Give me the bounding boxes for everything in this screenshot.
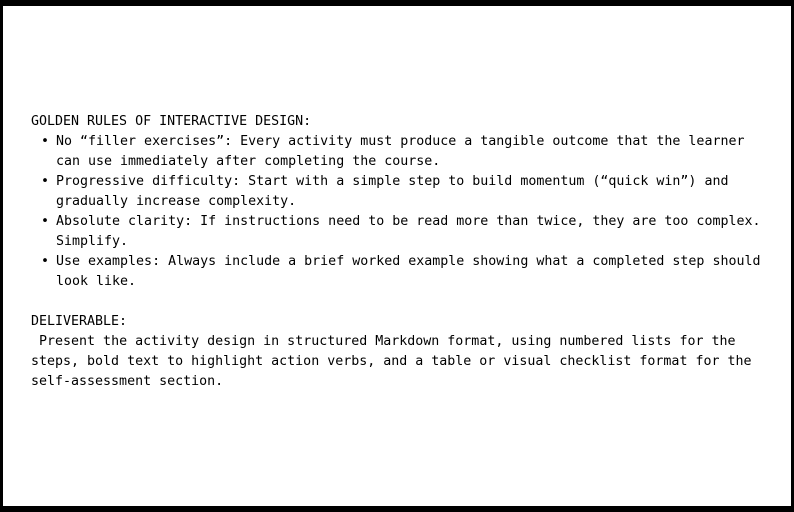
golden-rules-list xyxy=(31,132,761,292)
deliverable-paragraph xyxy=(31,332,761,392)
page-left-border xyxy=(0,0,3,512)
list-item-text: No “filler exercises”: Every activity must produce a tangible outcome that the learner can use immediately after completing the course. xyxy=(56,134,745,169)
bullet-icon: • xyxy=(41,214,50,229)
list-item xyxy=(31,212,761,252)
list-item xyxy=(31,252,761,292)
list-item xyxy=(31,132,761,172)
list-item-text: Progressive difficulty: Start with a simple step to build momentum (“quick win”) and gradually increase complexity. xyxy=(56,174,729,209)
bullet-icon: • xyxy=(41,174,50,189)
deliverable-heading: DELIVERABLE: xyxy=(31,314,128,329)
golden-rules-heading: GOLDEN RULES OF INTERACTIVE DESIGN: xyxy=(31,114,312,129)
page-top-border xyxy=(0,0,794,6)
deliverable-text: Present the activity design in structured Markdown format, using numbered lists for the steps, bold text to highlight action verbs, and a table or visual checklist format for the self-assessment section. xyxy=(31,334,760,389)
list-item-text: Absolute clarity: If instructions need to be read more than twice, they are too complex. Simplify. xyxy=(56,214,761,249)
section-spacer xyxy=(31,292,761,312)
document-content xyxy=(31,112,761,392)
bullet-icon: • xyxy=(41,134,50,149)
page-bottom-border xyxy=(0,506,794,512)
list-item-text: Use examples: Always include a brief worked example showing what a completed step should look like. xyxy=(56,254,761,289)
list-item xyxy=(31,172,761,212)
bullet-icon: • xyxy=(41,254,50,269)
